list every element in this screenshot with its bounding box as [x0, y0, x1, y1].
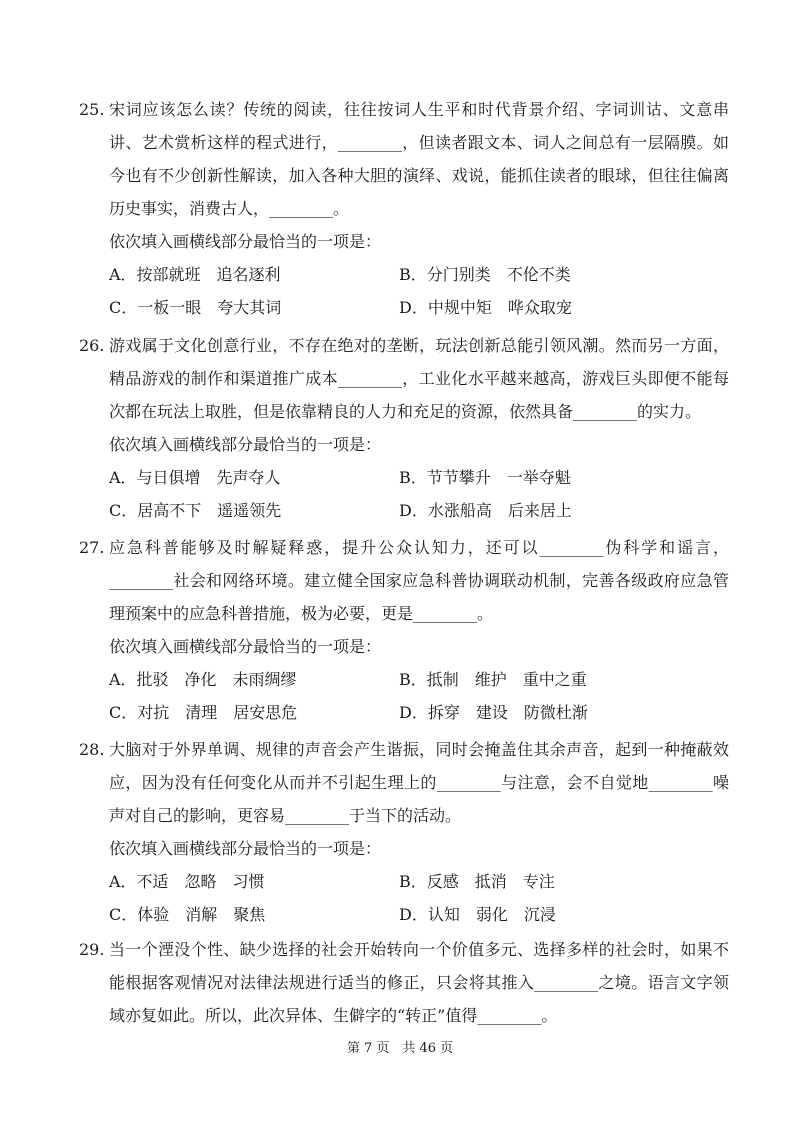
- question-text: 游戏属于文化创意行业，不存在绝对的垄断，玩法创新总能引领风潮。然而另一方面，精品游戏的制作和渠道推广成本________，工业化水平越来越高，游戏巨头即便不能每次都在玩法上取胜，但是依靠精良的人力和充足的资源，依然具备________的实力。: [109, 336, 729, 421]
- option-a: A．按部就班 追名逐利: [109, 265, 281, 284]
- question-26: [79, 329, 729, 527]
- question-29: [79, 933, 729, 1032]
- option-c: C．居高不下 遥遥领先: [109, 501, 282, 520]
- option-c: C．对抗 清理 居安思危: [109, 703, 298, 722]
- option-a: A．批驳 净化 未雨绸缪: [109, 670, 297, 689]
- question-25: [79, 93, 729, 324]
- option-b: B．抵制 维护 重中之重: [399, 670, 587, 689]
- question-text: 宋词应该怎么读？传统的阅读，往往按词人生平和时代背景介绍、字词训诂、文意串讲、艺术赏析这样的程式进行，________，但读者跟文本、词人之间总有一层隔膜。如今也有不少创新性解读，加入各种大胆的演绎、戏说，能抓住读者的眼球，但往往偏离历史事实，消费古人，________。: [109, 100, 729, 218]
- question-number: 28.: [79, 740, 105, 759]
- page-footer: 第 7 页 共 46 页: [346, 1041, 454, 1056]
- option-a: A．不适 忽略 习惯: [109, 872, 265, 891]
- option-c: C．一板一眼 夸大其词: [109, 298, 282, 317]
- options: [109, 461, 729, 527]
- question-28: [79, 733, 729, 931]
- option-d: D．拆穿 建设 防微杜渐: [399, 703, 588, 722]
- option-b: B．分门别类 不伦不类: [399, 265, 571, 284]
- options: [109, 258, 729, 324]
- options: [109, 663, 729, 729]
- question-prompt: 依次填入画横线部分最恰当的一项是：: [109, 637, 382, 656]
- option-d: D．认知 弱化 沉浸: [399, 905, 556, 924]
- question-prompt: 依次填入画横线部分最恰当的一项是：: [109, 839, 382, 858]
- question-text: 大脑对于外界单调、规律的声音会产生谐振，同时会掩盖住其余声音，起到一种掩蔽效应，因为没有任何变化从而并不引起生理上的________与注意，会不自觉地________噪声对自己的影响，更容易________于当下的活动。: [109, 740, 729, 825]
- question-text: 当一个湮没个性、缺少选择的社会开始转向一个价值多元、选择多样的社会时，如果不能根据客观情况对法律法规进行适当的修正，只会将其推入________之境。语言文字领域亦复如此。所以，此次异体、生僻字的“转正”值得________。: [109, 940, 729, 1025]
- question-number: 26.: [79, 336, 105, 355]
- option-a: A．与日俱增 先声夺人: [109, 468, 281, 487]
- question-number: 27.: [79, 538, 105, 557]
- question-number: 29.: [79, 940, 105, 959]
- question-prompt: 依次填入画横线部分最恰当的一项是：: [109, 435, 382, 454]
- option-d: D．中规中矩 哗众取宠: [399, 298, 572, 317]
- option-b: B．反感 抵消 专注: [399, 872, 555, 891]
- question-prompt: 依次填入画横线部分最恰当的一项是：: [109, 232, 382, 251]
- option-c: C．体验 消解 聚焦: [109, 905, 266, 924]
- option-b: B．节节攀升 一举夺魁: [399, 468, 571, 487]
- question-number: 25.: [79, 100, 105, 119]
- question-text: 应急科普能够及时解疑释惑，提升公众认知力，还可以________伪科学和谣言，________社会和网络环境。建立健全国家应急科普协调联动机制，完善各级政府应急管理预案中的应急科普措施，极为必要，更是________。: [109, 538, 729, 623]
- question-27: [79, 531, 729, 729]
- option-d: D．水涨船高 后来居上: [399, 501, 572, 520]
- options: [109, 865, 729, 931]
